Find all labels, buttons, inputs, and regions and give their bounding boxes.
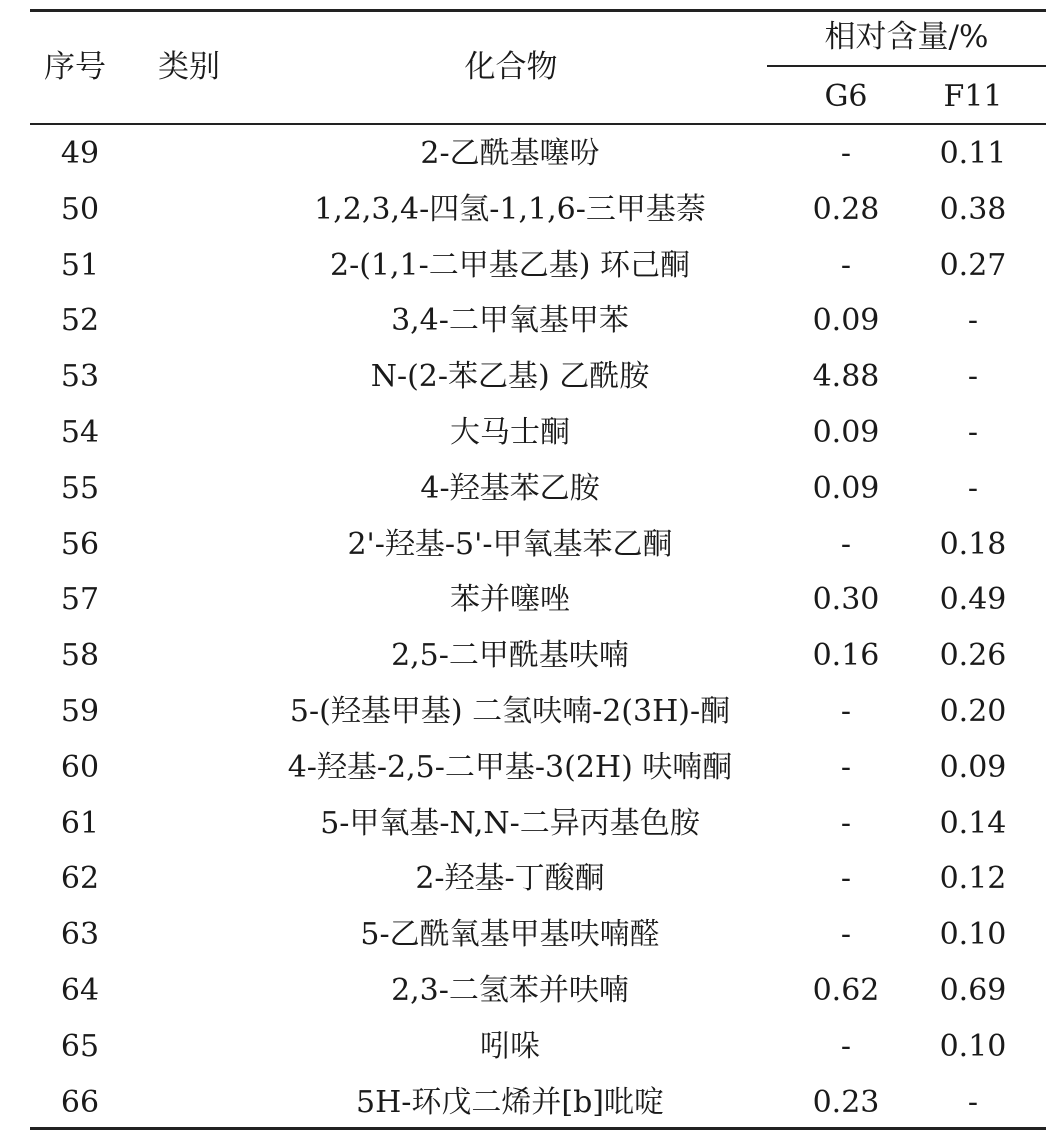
row-compound: 4-羟基苯乙胺: [420, 470, 600, 506]
header-subrule: [767, 65, 1046, 67]
row-g6-value: 0.09: [812, 414, 880, 450]
row-category: [150, 851, 230, 907]
table-row: [30, 293, 1046, 349]
row-compound: 5-甲氧基-N,N-二异丙基色胺: [320, 805, 700, 841]
row-category: [150, 238, 230, 294]
table-row: [30, 684, 1046, 740]
row-f11-value: 0.10: [939, 1028, 1007, 1064]
row-number: 51: [60, 247, 100, 283]
row-number: 49: [60, 136, 100, 171]
row-number: 52: [60, 303, 100, 339]
row-f11-value: -: [967, 414, 979, 450]
row-f11-value: -: [967, 1084, 979, 1120]
row-f11-value: 0.10: [939, 917, 1007, 953]
row-f11-value: 0.14: [939, 805, 1007, 841]
row-g6-value: 0.23: [812, 1084, 880, 1120]
row-compound: 1,2,3,4-四氢-1,1,6-三甲基萘: [314, 191, 706, 227]
table-body: [30, 126, 1046, 1130]
header-relative-content: 相对含量/%: [824, 19, 989, 55]
row-category: [150, 517, 230, 573]
row-number: 55: [60, 470, 100, 506]
table-row: [30, 126, 1046, 182]
row-f11-value: 0.20: [939, 693, 1007, 729]
row-g6-value: -: [840, 1028, 852, 1064]
row-f11-value: 0.49: [939, 582, 1007, 618]
table-row: [30, 461, 1046, 517]
row-number: 54: [60, 414, 100, 450]
row-g6-value: 0.30: [812, 582, 880, 618]
row-f11-value: -: [967, 359, 979, 395]
row-g6-value: -: [840, 526, 852, 562]
table-row: [30, 572, 1046, 628]
row-number: 61: [60, 805, 100, 841]
row-f11-value: -: [967, 470, 979, 506]
row-category: [150, 126, 230, 182]
table-row: [30, 907, 1046, 963]
row-category: [150, 461, 230, 517]
row-f11-value: 0.09: [939, 749, 1007, 785]
row-number: 59: [60, 693, 100, 729]
header-category: 类别: [158, 49, 220, 85]
row-number: 63: [60, 917, 100, 953]
table-row: [30, 628, 1046, 684]
row-g6-value: -: [840, 749, 852, 785]
row-compound: 2,3-二氢苯并呋喃: [391, 972, 629, 1008]
row-compound: N-(2-苯乙基) 乙酰胺: [370, 359, 650, 395]
row-compound: 5H-环戊二烯并[b]吡啶: [356, 1084, 664, 1120]
row-f11-value: 0.11: [939, 136, 1007, 171]
row-g6-value: -: [840, 693, 852, 729]
table-row: [30, 1075, 1046, 1131]
bottom-rule: [30, 1127, 1046, 1130]
table-row: [30, 517, 1046, 573]
row-f11-value: 0.38: [939, 191, 1007, 227]
row-number: 57: [60, 582, 100, 618]
table-row: [30, 349, 1046, 405]
row-category: [150, 349, 230, 405]
row-compound: 2'-羟基-5'-甲氧基苯乙酮: [347, 526, 673, 562]
row-g6-value: -: [840, 805, 852, 841]
row-compound: 吲哚: [480, 1028, 540, 1064]
row-g6-value: 0.62: [812, 972, 880, 1008]
row-g6-value: 4.88: [812, 359, 880, 395]
row-compound: 3,4-二甲氧基甲苯: [391, 303, 629, 339]
header-rule: [30, 123, 1046, 125]
compound-table: [30, 0, 1046, 1140]
row-f11-value: 0.69: [939, 972, 1007, 1008]
row-category: [150, 907, 230, 963]
row-number: 53: [60, 359, 100, 395]
row-category: [150, 684, 230, 740]
row-compound: 5-(羟基甲基) 二氢呋喃-2(3H)-酮: [289, 693, 731, 729]
row-category: [150, 182, 230, 238]
row-f11-value: 0.12: [939, 861, 1007, 897]
row-g6-value: -: [840, 861, 852, 897]
row-category: [150, 1019, 230, 1075]
table-row: [30, 1019, 1046, 1075]
row-category: [150, 293, 230, 349]
row-number: 56: [60, 526, 100, 562]
header-f11: F11: [943, 79, 1003, 114]
row-compound: 2,5-二甲酰基呋喃: [391, 638, 629, 674]
row-f11-value: 0.18: [939, 526, 1007, 562]
row-g6-value: 0.28: [812, 191, 880, 227]
row-number: 62: [60, 861, 100, 897]
row-category: [150, 572, 230, 628]
top-rule: [30, 9, 1046, 12]
table-row: [30, 796, 1046, 852]
row-category: [150, 628, 230, 684]
row-number: 65: [60, 1028, 100, 1064]
row-f11-value: 0.26: [939, 638, 1007, 674]
row-compound: 大马士酮: [450, 414, 570, 450]
row-category: [150, 963, 230, 1019]
row-category: [150, 740, 230, 796]
row-compound: 5-乙酰氧基甲基呋喃醛: [360, 917, 660, 953]
header-no: 序号: [44, 49, 106, 85]
row-number: 58: [60, 638, 100, 674]
row-g6-value: 0.09: [812, 303, 880, 339]
row-number: 64: [60, 972, 100, 1008]
row-category: [150, 405, 230, 461]
table-row: [30, 851, 1046, 907]
row-number: 60: [60, 749, 100, 785]
table-row: [30, 740, 1046, 796]
row-compound: 2-(1,1-二甲基乙基) 环己酮: [329, 247, 690, 283]
row-g6-value: 0.16: [812, 638, 880, 674]
row-compound: 4-羟基-2,5-二甲基-3(2H) 呋喃酮: [287, 749, 733, 785]
header-compound: 化合物: [464, 49, 558, 85]
row-compound: 2-乙酰基噻吩: [420, 136, 600, 171]
row-number: 50: [60, 191, 100, 227]
row-g6-value: -: [840, 136, 852, 171]
row-number: 66: [60, 1084, 100, 1120]
table-row: [30, 182, 1046, 238]
row-category: [150, 796, 230, 852]
table-row: [30, 405, 1046, 461]
table-row: [30, 238, 1046, 294]
row-category: [150, 1075, 230, 1131]
row-compound: 苯并噻唑: [450, 582, 570, 618]
header-g6: G6: [824, 79, 868, 114]
row-compound: 2-羟基-丁酸酮: [415, 861, 605, 897]
row-g6-value: -: [840, 247, 852, 283]
table-row: [30, 963, 1046, 1019]
row-f11-value: -: [967, 303, 979, 339]
row-f11-value: 0.27: [939, 247, 1007, 283]
row-g6-value: -: [840, 917, 852, 953]
row-g6-value: 0.09: [812, 470, 880, 506]
